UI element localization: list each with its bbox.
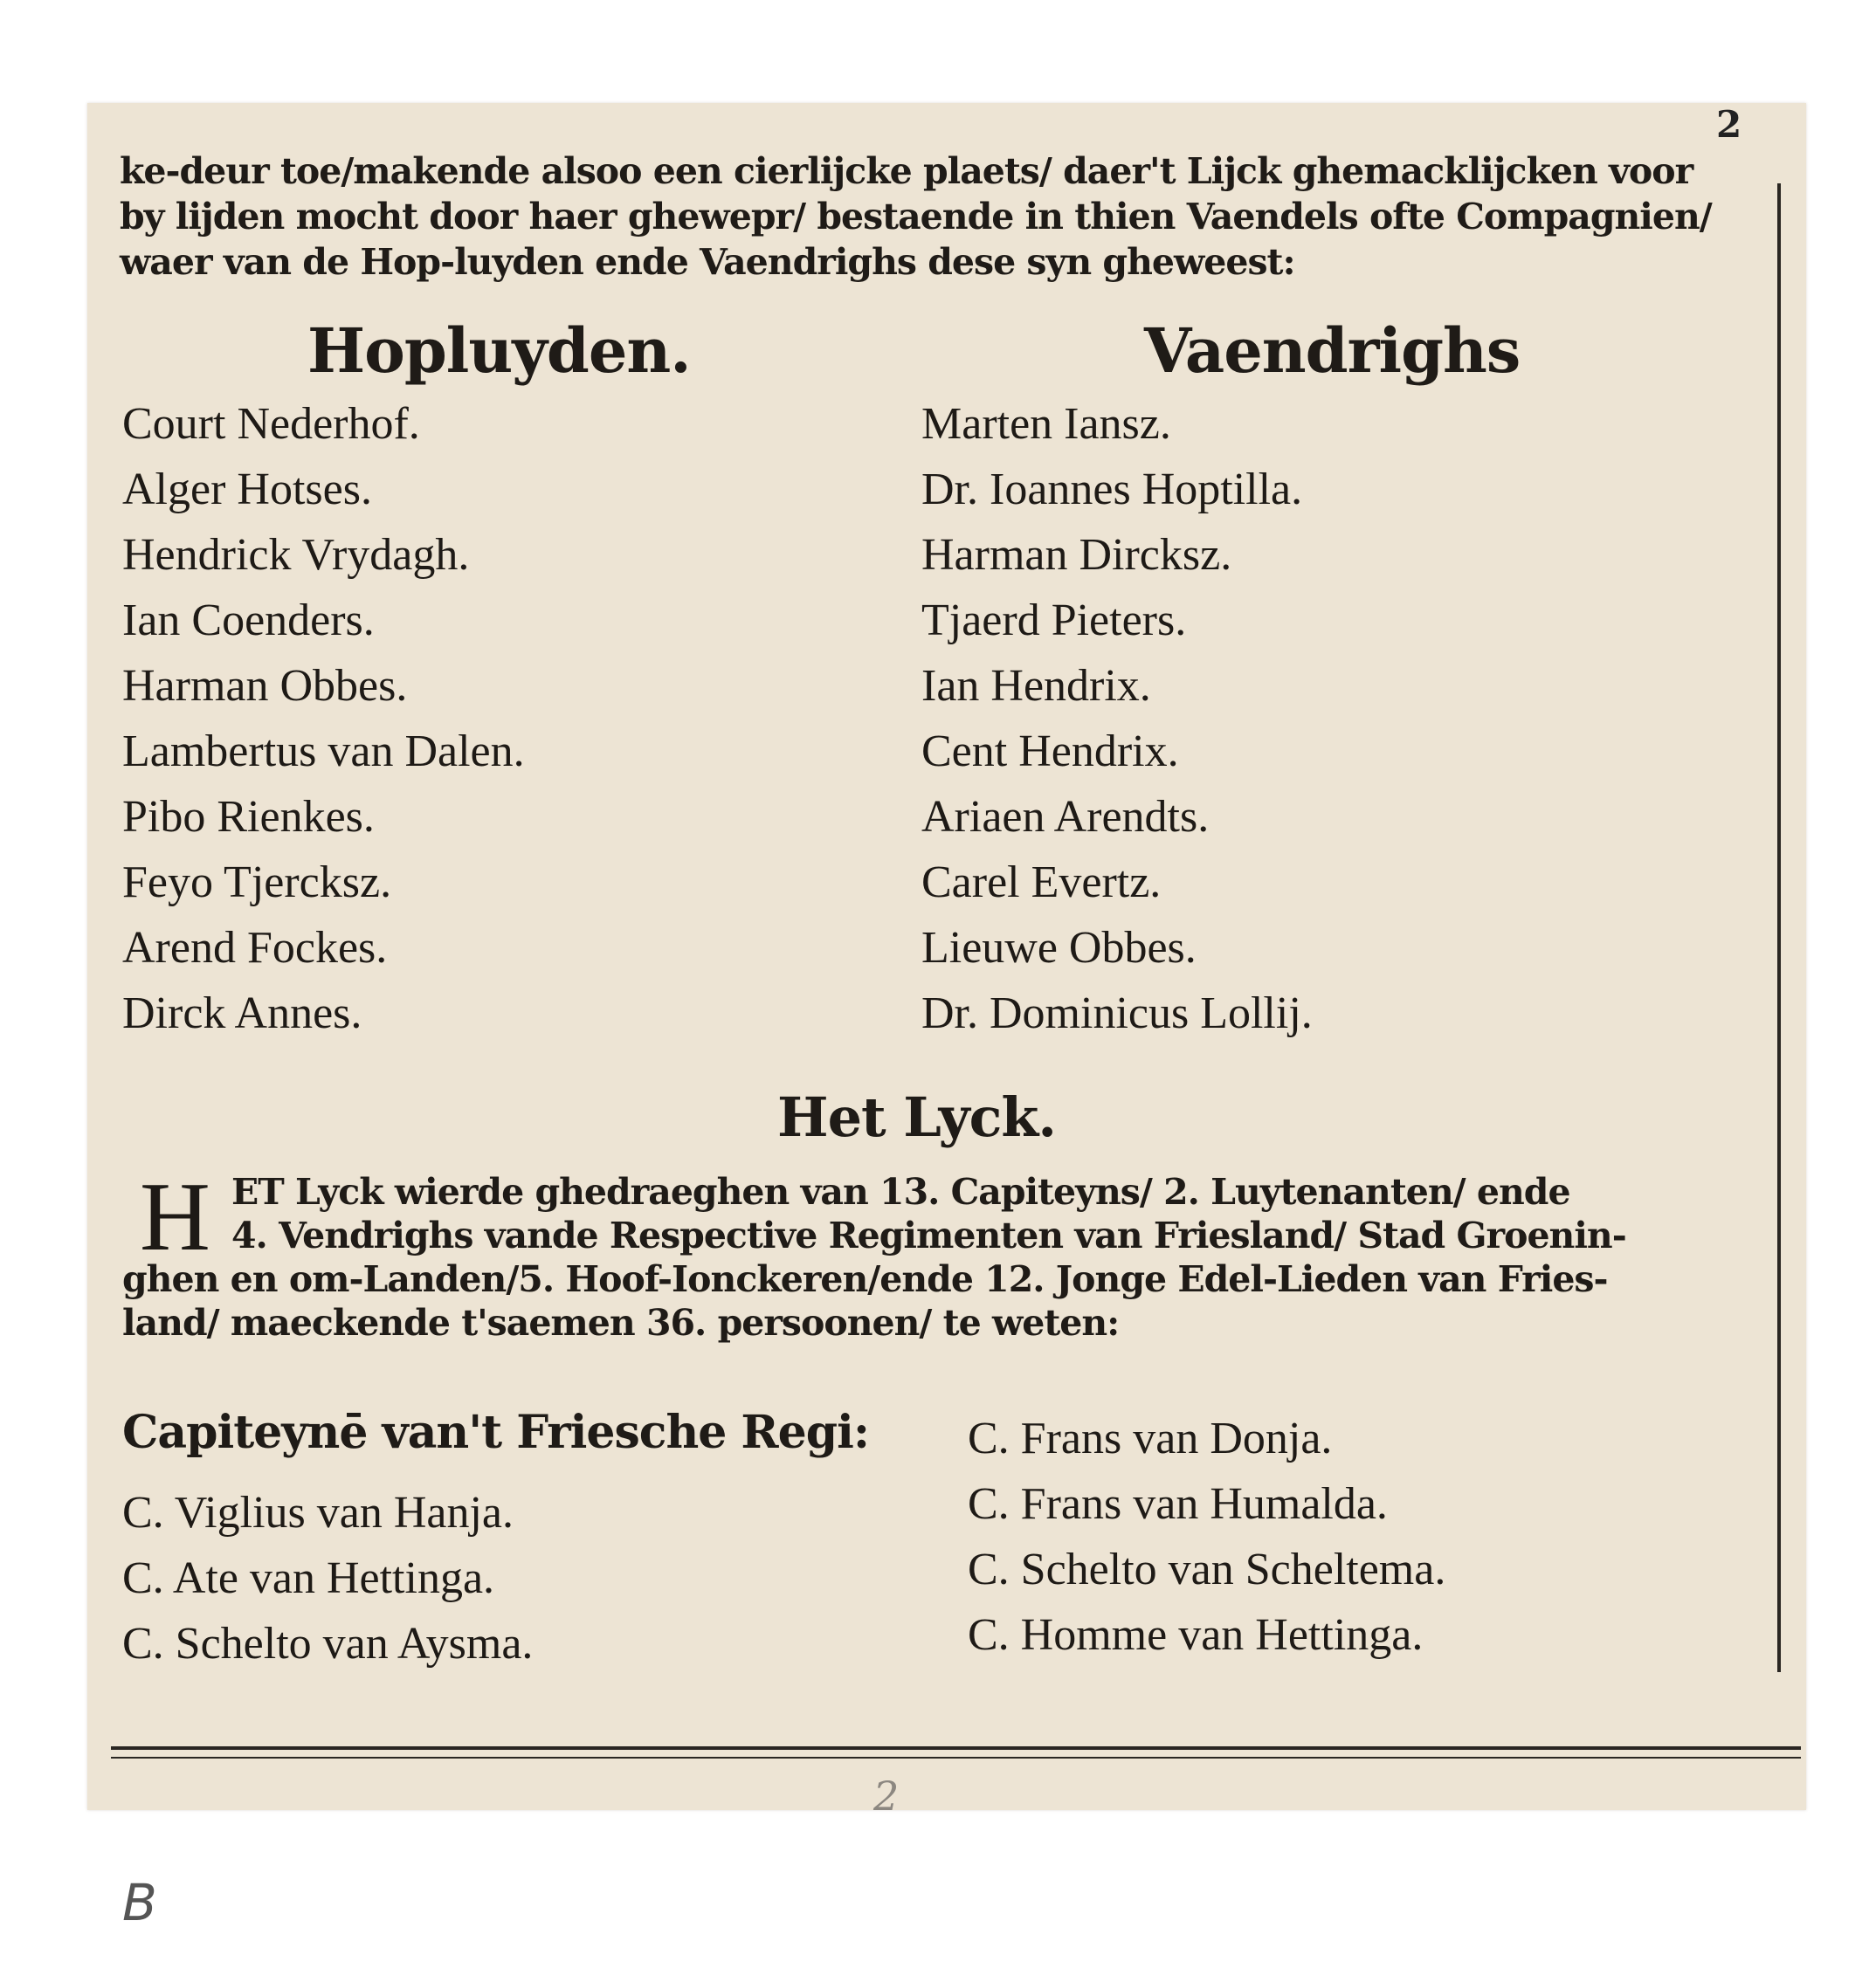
capiteyns-list-right bbox=[968, 1406, 1445, 1668]
list-item: Ariaen Arendts. bbox=[921, 792, 1210, 842]
page-number: 2 bbox=[1716, 103, 1742, 146]
list-item: C. Schelto van Scheltema. bbox=[968, 1545, 1446, 1594]
list-item: C. Viglius van Hanja. bbox=[122, 1488, 514, 1538]
frame-rule-bottom bbox=[111, 1746, 1801, 1750]
list-item: C. Frans van Donja. bbox=[968, 1414, 1333, 1463]
capiteyns-list-left bbox=[122, 1480, 533, 1676]
lyck-heading: Het Lyck. bbox=[777, 1085, 1056, 1149]
pencil-page-mark: 2 bbox=[873, 1773, 900, 1820]
list-item: Lieuwe Obbes. bbox=[921, 923, 1197, 973]
hopluyden-heading: Hopluyden. bbox=[307, 314, 691, 387]
list-item: Alger Hotses. bbox=[122, 465, 372, 514]
intro-paragraph bbox=[120, 148, 1762, 285]
pencil-corner-mark: B bbox=[122, 1873, 157, 1932]
list-item: Marten Iansz. bbox=[921, 399, 1171, 449]
frame-rule-right bbox=[1777, 183, 1781, 1672]
list-item: C. Ate van Hettinga. bbox=[122, 1553, 495, 1603]
list-item: C. Frans van Humalda. bbox=[968, 1479, 1388, 1529]
list-item: C. Schelto van Aysma. bbox=[122, 1619, 534, 1669]
list-item: Ian Hendrix. bbox=[921, 661, 1151, 711]
list-item: Dr. Dominicus Lollij. bbox=[921, 988, 1313, 1038]
intro-line: ke-deur toe/makende alsoo een cierlijcke plaets/ daer't Lijck ghemacklijcken voor bbox=[120, 150, 1693, 192]
frame-rule-bottom-thin bbox=[111, 1757, 1801, 1759]
paragraph-line: land/ maeckende t'saemen 36. persoonen/ te weten: bbox=[122, 1302, 1120, 1344]
drop-cap: H bbox=[140, 1163, 210, 1271]
vaendrighs-heading: Vaendrighs bbox=[1144, 314, 1521, 387]
list-item: Dirck Annes. bbox=[122, 988, 362, 1038]
list-item: Lambertus van Dalen. bbox=[122, 726, 525, 776]
list-item: Hendrick Vrydagh. bbox=[122, 530, 470, 580]
list-item: Arend Fockes. bbox=[122, 923, 388, 973]
paragraph-line: ET Lyck wierde ghedraeghen van 13. Capiteyns/ 2. Luytenanten/ ende bbox=[231, 1171, 1570, 1213]
lyck-paragraph bbox=[122, 1163, 1751, 1345]
hopluyden-list bbox=[122, 391, 525, 1046]
intro-line: waer van de Hop-luyden ende Vaendrighs dese syn gheweest: bbox=[120, 241, 1295, 283]
list-item: Court Nederhof. bbox=[122, 399, 420, 449]
paragraph-line: ghen en om-Landen/5. Hoof-Ionckeren/ende 12. Jonge Edel-Lieden van Fries- bbox=[122, 1258, 1608, 1300]
list-item: Cent Hendrix. bbox=[921, 726, 1179, 776]
list-item: Carel Evertz. bbox=[921, 857, 1162, 907]
paragraph-line: 4. Vendrighs vande Respective Regimenten van Friesland/ Stad Groenin- bbox=[231, 1215, 1626, 1256]
list-item: Harman Dircksz. bbox=[921, 530, 1232, 580]
list-item: Harman Obbes. bbox=[122, 661, 408, 711]
list-item: Feyo Tjercksz. bbox=[122, 857, 392, 907]
vaendrighs-list bbox=[921, 391, 1313, 1046]
capiteyns-heading: Capiteynē van't Friesche Regi: bbox=[122, 1406, 870, 1459]
list-item: Ian Coenders. bbox=[122, 595, 375, 645]
list-item: C. Homme van Hettinga. bbox=[968, 1610, 1424, 1660]
list-item: Pibo Rienkes. bbox=[122, 792, 375, 842]
list-item: Dr. Ioannes Hoptilla. bbox=[921, 465, 1303, 514]
intro-line: by lijden mocht door haer ghewepr/ bestaende in thien Vaendels ofte Compagnien/ bbox=[120, 196, 1712, 238]
list-item: Tjaerd Pieters. bbox=[921, 595, 1187, 645]
